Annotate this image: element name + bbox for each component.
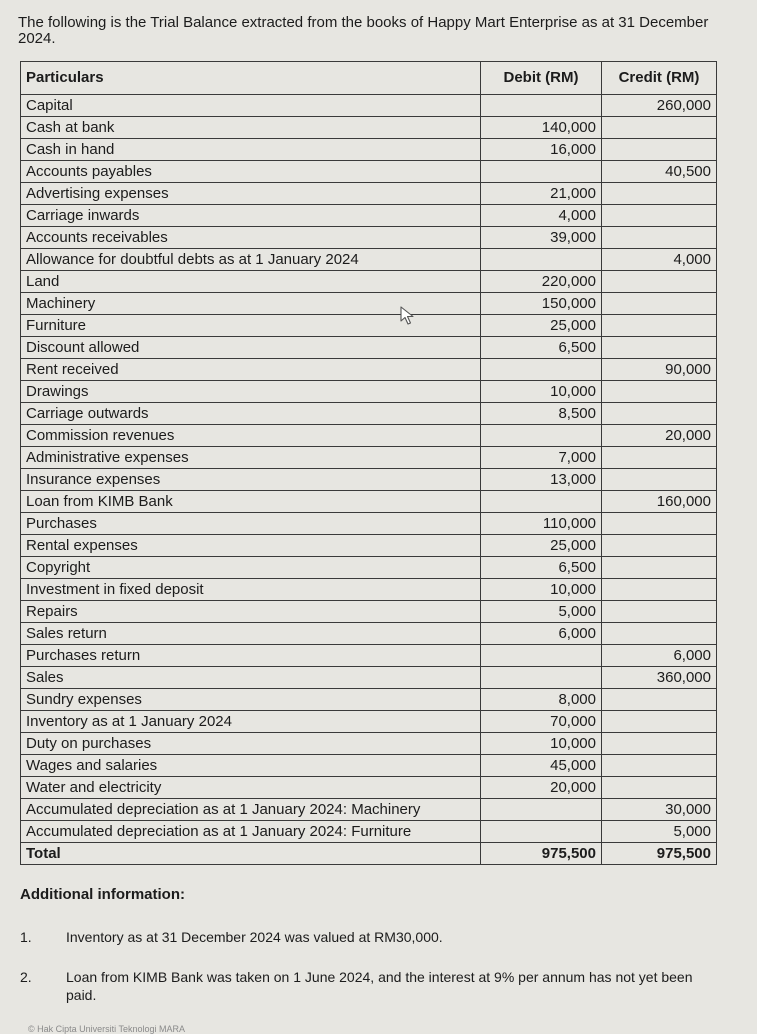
credit-cell <box>602 337 717 359</box>
note-item <box>20 928 706 946</box>
debit-cell: 6,500 <box>481 337 602 359</box>
credit-cell: 30,000 <box>602 799 717 821</box>
debit-cell <box>481 667 602 689</box>
credit-cell: 360,000 <box>602 667 717 689</box>
debit-cell: 21,000 <box>481 183 602 205</box>
debit-cell: 25,000 <box>481 535 602 557</box>
debit-cell <box>481 821 602 843</box>
debit-cell: 70,000 <box>481 711 602 733</box>
total-row <box>21 843 717 865</box>
debit-cell: 13,000 <box>481 469 602 491</box>
particular-cell: Investment in fixed deposit <box>21 579 481 601</box>
credit-cell <box>602 689 717 711</box>
particular-cell: Purchases <box>21 513 481 535</box>
debit-cell: 8,000 <box>481 689 602 711</box>
credit-cell <box>602 535 717 557</box>
credit-cell: 260,000 <box>602 95 717 117</box>
particular-cell: Advertising expenses <box>21 183 481 205</box>
credit-cell: 160,000 <box>602 491 717 513</box>
debit-cell: 45,000 <box>481 755 602 777</box>
particular-cell: Accounts receivables <box>21 227 481 249</box>
total-debit: 975,500 <box>481 843 602 865</box>
particular-cell: Accumulated depreciation as at 1 January 2024: Furniture <box>21 821 481 843</box>
table-row <box>21 623 717 645</box>
debit-cell <box>481 491 602 513</box>
note-text: Loan from KIMB Bank was taken on 1 June 2024, and the interest at 9% per annum has not yet been paid. <box>66 969 693 1003</box>
table-row <box>21 535 717 557</box>
table-row <box>21 425 717 447</box>
table-row <box>21 821 717 843</box>
particular-cell: Purchases return <box>21 645 481 667</box>
intro-text: The following is the Trial Balance extracted from the books of Happy Mart Enterprise as at 31 December 2024. <box>18 14 709 47</box>
table-row <box>21 139 717 161</box>
table-row <box>21 183 717 205</box>
credit-cell <box>602 271 717 293</box>
debit-cell: 4,000 <box>481 205 602 227</box>
debit-cell: 16,000 <box>481 139 602 161</box>
debit-cell: 20,000 <box>481 777 602 799</box>
table-row <box>21 337 717 359</box>
trial-balance-body <box>21 62 717 865</box>
particular-cell: Administrative expenses <box>21 447 481 469</box>
particular-cell: Drawings <box>21 381 481 403</box>
table-row <box>21 249 717 271</box>
debit-cell <box>481 161 602 183</box>
debit-cell: 10,000 <box>481 381 602 403</box>
table-row <box>21 117 717 139</box>
particular-cell: Capital <box>21 95 481 117</box>
particular-cell: Carriage inwards <box>21 205 481 227</box>
credit-cell <box>602 601 717 623</box>
particular-cell: Duty on purchases <box>21 733 481 755</box>
debit-cell <box>481 645 602 667</box>
debit-cell: 140,000 <box>481 117 602 139</box>
credit-cell <box>602 139 717 161</box>
credit-cell <box>602 711 717 733</box>
header-credit: Credit (RM) <box>602 62 717 95</box>
credit-cell <box>602 117 717 139</box>
credit-cell <box>602 403 717 425</box>
note-number: 1. <box>20 929 32 945</box>
total-label: Total <box>21 843 481 865</box>
particular-cell: Rental expenses <box>21 535 481 557</box>
credit-cell: 4,000 <box>602 249 717 271</box>
particular-cell: Insurance expenses <box>21 469 481 491</box>
credit-cell <box>602 227 717 249</box>
credit-cell <box>602 733 717 755</box>
table-row <box>21 689 717 711</box>
credit-cell: 20,000 <box>602 425 717 447</box>
particular-cell: Inventory as at 1 January 2024 <box>21 711 481 733</box>
credit-cell <box>602 557 717 579</box>
table-row <box>21 579 717 601</box>
table-row <box>21 95 717 117</box>
total-credit: 975,500 <box>602 843 717 865</box>
additional-info-title: Additional information: <box>20 886 185 903</box>
credit-cell <box>602 777 717 799</box>
particular-cell: Sales <box>21 667 481 689</box>
particular-cell: Discount allowed <box>21 337 481 359</box>
trial-balance-sheet <box>20 61 717 865</box>
table-row <box>21 227 717 249</box>
debit-cell <box>481 799 602 821</box>
table-row <box>21 777 717 799</box>
table-row <box>21 447 717 469</box>
particular-cell: Allowance for doubtful debts as at 1 January 2024 <box>21 249 481 271</box>
particular-cell: Cash at bank <box>21 117 481 139</box>
debit-cell: 39,000 <box>481 227 602 249</box>
table-row <box>21 733 717 755</box>
credit-cell <box>602 623 717 645</box>
credit-cell <box>602 205 717 227</box>
credit-cell <box>602 469 717 491</box>
table-row <box>21 293 717 315</box>
particular-cell: Copyright <box>21 557 481 579</box>
debit-cell: 8,500 <box>481 403 602 425</box>
particular-cell: Accumulated depreciation as at 1 January 2024: Machinery <box>21 799 481 821</box>
table-row <box>21 381 717 403</box>
table-row <box>21 403 717 425</box>
debit-cell: 6,000 <box>481 623 602 645</box>
particular-cell: Loan from KIMB Bank <box>21 491 481 513</box>
table-row <box>21 315 717 337</box>
debit-cell <box>481 425 602 447</box>
table-row <box>21 799 717 821</box>
particular-cell: Furniture <box>21 315 481 337</box>
particular-cell: Repairs <box>21 601 481 623</box>
header-debit: Debit (RM) <box>481 62 602 95</box>
credit-cell: 6,000 <box>602 645 717 667</box>
debit-cell: 10,000 <box>481 733 602 755</box>
debit-cell: 5,000 <box>481 601 602 623</box>
credit-cell <box>602 447 717 469</box>
credit-cell <box>602 381 717 403</box>
table-row <box>21 469 717 491</box>
credit-cell: 5,000 <box>602 821 717 843</box>
table-row <box>21 645 717 667</box>
particular-cell: Cash in hand <box>21 139 481 161</box>
credit-cell: 40,500 <box>602 161 717 183</box>
trial-balance-table <box>20 61 717 865</box>
particular-cell: Water and electricity <box>21 777 481 799</box>
particular-cell: Accounts payables <box>21 161 481 183</box>
table-row <box>21 711 717 733</box>
particular-cell: Commission revenues <box>21 425 481 447</box>
debit-cell: 7,000 <box>481 447 602 469</box>
table-row <box>21 271 717 293</box>
credit-cell <box>602 293 717 315</box>
credit-cell <box>602 755 717 777</box>
credit-cell <box>602 513 717 535</box>
particular-cell: Machinery <box>21 293 481 315</box>
header-row <box>21 62 717 95</box>
debit-cell: 25,000 <box>481 315 602 337</box>
note-text: Inventory as at 31 December 2024 was valued at RM30,000. <box>66 929 443 945</box>
particular-cell: Wages and salaries <box>21 755 481 777</box>
debit-cell: 10,000 <box>481 579 602 601</box>
debit-cell <box>481 95 602 117</box>
table-row <box>21 359 717 381</box>
mouse-cursor-icon <box>398 306 418 326</box>
copyright-footer: © Hak Cipta Universiti Teknologi MARA <box>28 1024 186 1034</box>
credit-cell <box>602 183 717 205</box>
table-row <box>21 491 717 513</box>
particular-cell: Rent received <box>21 359 481 381</box>
table-row <box>21 513 717 535</box>
note-number: 2. <box>20 969 32 985</box>
particular-cell: Carriage outwards <box>21 403 481 425</box>
debit-cell: 220,000 <box>481 271 602 293</box>
debit-cell: 150,000 <box>481 293 602 315</box>
header-particulars: Particulars <box>21 62 481 95</box>
debit-cell: 6,500 <box>481 557 602 579</box>
credit-cell: 90,000 <box>602 359 717 381</box>
table-row <box>21 557 717 579</box>
table-row <box>21 601 717 623</box>
credit-cell <box>602 315 717 337</box>
note-item <box>20 968 706 1004</box>
debit-cell <box>481 249 602 271</box>
particular-cell: Sales return <box>21 623 481 645</box>
debit-cell: 110,000 <box>481 513 602 535</box>
debit-cell <box>481 359 602 381</box>
table-row <box>21 161 717 183</box>
table-row <box>21 667 717 689</box>
table-row <box>21 205 717 227</box>
particular-cell: Sundry expenses <box>21 689 481 711</box>
credit-cell <box>602 579 717 601</box>
particular-cell: Land <box>21 271 481 293</box>
table-row <box>21 755 717 777</box>
